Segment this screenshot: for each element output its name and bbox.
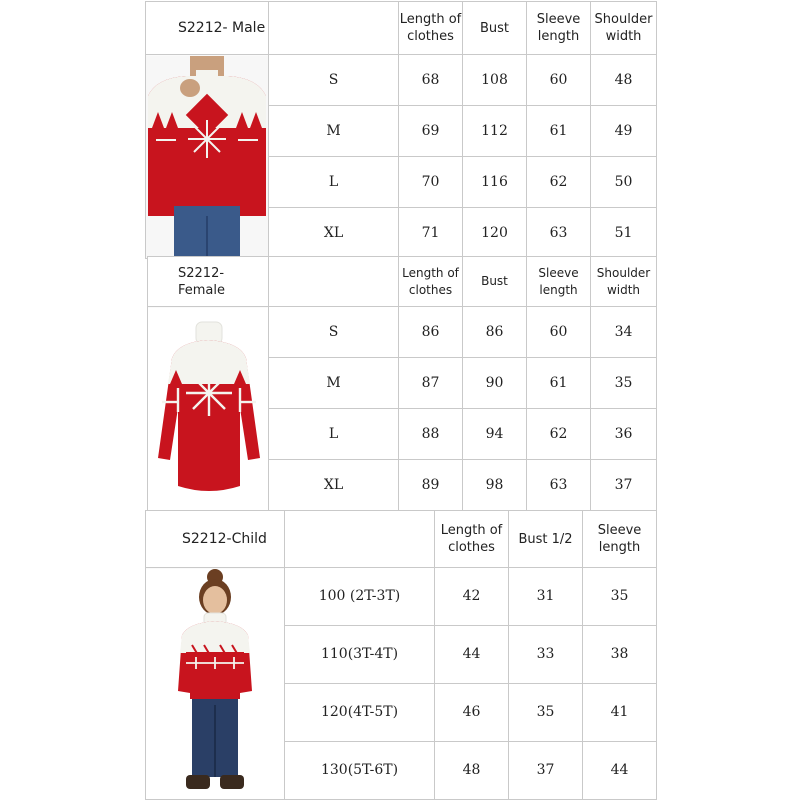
size-label: 120(4T-5T) [285,684,435,742]
column-header: Bust [463,2,527,55]
measurement-cell: 44 [435,626,509,684]
size-label: 130(5T-6T) [285,742,435,800]
measurement-cell: 70 [399,157,463,208]
measurement-cell: 108 [463,55,527,106]
male-sweater-figure [146,56,268,258]
measurement-cell: 35 [583,568,657,626]
measurement-cell: 36 [591,409,657,460]
column-header: Length of clothes [399,257,463,307]
column-header: Shoulder width [591,2,657,55]
measurement-cell: 71 [399,208,463,259]
female-sweater-dress-figure [148,308,268,510]
size-label: S [269,55,399,106]
measurement-cell: 35 [591,358,657,409]
column-header: Sleeve length [583,511,657,568]
measurement-cell: 41 [583,684,657,742]
size-label: M [269,106,399,157]
empty-header-cell [269,257,399,307]
column-header: Length of clothes [399,2,463,55]
child-sweater-figure [146,569,284,799]
measurement-cell: 50 [591,157,657,208]
measurement-cell: 35 [509,684,583,742]
measurement-cell: 63 [527,460,591,511]
measurement-cell: 90 [463,358,527,409]
size-label: S [269,307,399,358]
column-header: Sleeve length [527,257,591,307]
measurement-cell: 87 [399,358,463,409]
table-row [148,307,657,358]
measurement-cell: 46 [435,684,509,742]
product-name: S2212- Male [146,2,269,55]
child-model-photo [146,568,285,800]
size-label: L [269,409,399,460]
table-header-row [146,2,657,55]
measurement-cell: 37 [591,460,657,511]
column-header: Bust [463,257,527,307]
measurement-cell: 42 [435,568,509,626]
column-header: Sleeve length [527,2,591,55]
measurement-cell: 60 [527,55,591,106]
column-header: Bust 1/2 [509,511,583,568]
measurement-cell: 34 [591,307,657,358]
measurement-cell: 88 [399,409,463,460]
empty-header-cell [269,2,399,55]
male-model-photo [146,55,269,259]
measurement-cell: 63 [527,208,591,259]
measurement-cell: 61 [527,358,591,409]
product-name: S2212-Child [146,511,285,568]
measurement-cell: 120 [463,208,527,259]
measurement-cell: 60 [527,307,591,358]
measurement-cell: 33 [509,626,583,684]
measurement-cell: 37 [509,742,583,800]
size-label: XL [269,460,399,511]
measurement-cell: 61 [527,106,591,157]
measurement-cell: 48 [435,742,509,800]
measurement-cell: 89 [399,460,463,511]
measurement-cell: 94 [463,409,527,460]
measurement-cell: 98 [463,460,527,511]
size-label: XL [269,208,399,259]
empty-header-cell [285,511,435,568]
measurement-cell: 51 [591,208,657,259]
product-name: S2212-Female [148,257,269,307]
female-model-photo [148,307,269,511]
table-row [146,568,657,626]
column-header: Shoulder width [591,257,657,307]
measurement-cell: 86 [463,307,527,358]
size-label: 110(3T-4T) [285,626,435,684]
measurement-cell: 116 [463,157,527,208]
measurement-cell: 69 [399,106,463,157]
table-header-row [148,257,657,307]
male-size-table [145,1,657,259]
column-header: Length of clothes [435,511,509,568]
measurement-cell: 49 [591,106,657,157]
table-header-row [146,511,657,568]
measurement-cell: 112 [463,106,527,157]
measurement-cell: 62 [527,157,591,208]
measurement-cell: 48 [591,55,657,106]
measurement-cell: 86 [399,307,463,358]
child-size-table [145,510,657,800]
measurement-cell: 68 [399,55,463,106]
size-label: 100 (2T-3T) [285,568,435,626]
measurement-cell: 38 [583,626,657,684]
measurement-cell: 44 [583,742,657,800]
table-row [146,55,657,106]
measurement-cell: 62 [527,409,591,460]
size-label: M [269,358,399,409]
measurement-cell: 31 [509,568,583,626]
size-label: L [269,157,399,208]
female-size-table [147,256,657,511]
